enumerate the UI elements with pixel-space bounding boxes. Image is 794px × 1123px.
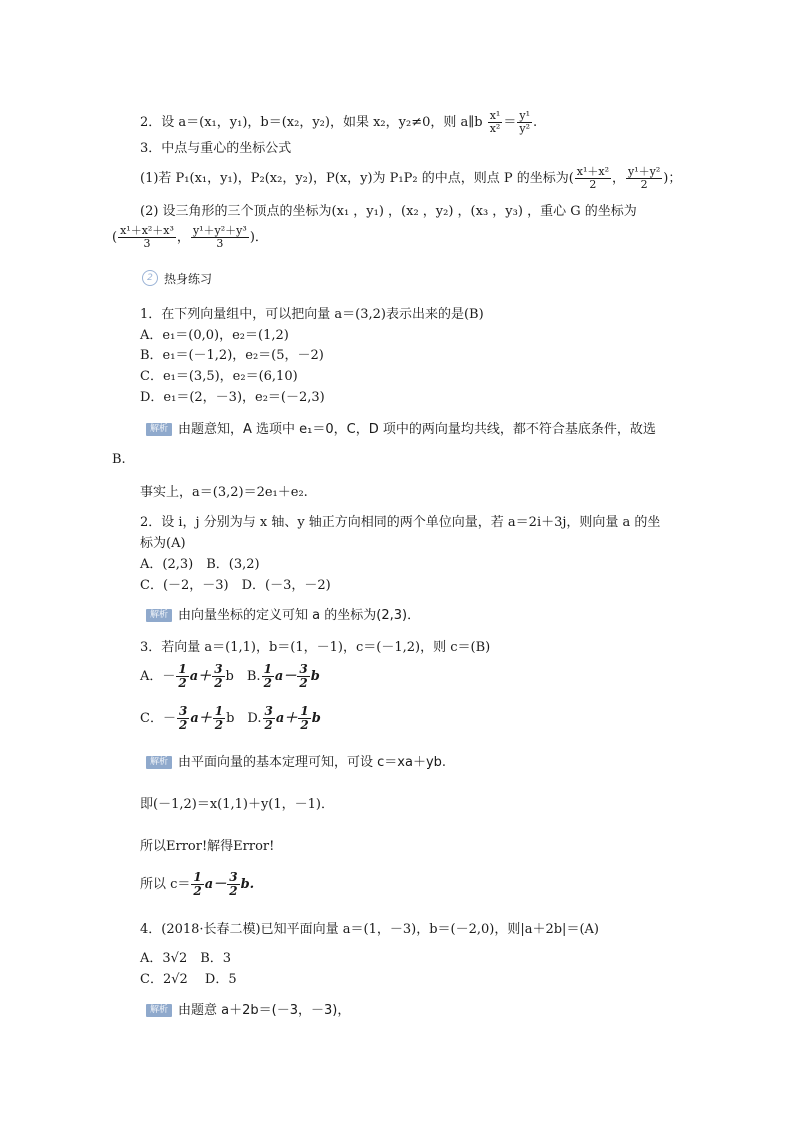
- fraction-mid-x: $\frac{\text{x¹＋x²}}{2}$: [576, 165, 610, 191]
- answer-3-line-2: 即(－1,2)＝x(1,1)＋y(1，－1)．: [140, 797, 334, 812]
- question-3: 3．若向量 a＝(1,1)，b＝(1，－1)，c＝(－1,2)，则 c＝(B): [140, 640, 491, 655]
- question-2-options-cd: C．(－2，－3) D．(－3，－2): [140, 578, 331, 593]
- question-4-options-cd: C．2√2 D．5: [140, 972, 237, 987]
- analysis-tag: 解析: [146, 423, 172, 436]
- fraction: $\frac{1}{2}$: [178, 662, 187, 690]
- question-2-options-ab: A．(2,3) B．(3,2): [140, 557, 260, 572]
- question-1-option-c: C．e₁＝(3,5)，e₂＝(6,10): [140, 369, 298, 384]
- parallel-condition-text: 2．设 a＝(x₁，y₁)，b＝(x₂，y₂)，如果 x₂，y₂≠0，则 a∥b: [140, 115, 483, 130]
- question-3-options-cd: C．－ $\frac{3}{2}$ a＋ $\frac{1}{2}$ b D. $\frac{3}{2}$ a＋ $\frac{1}{2}$ b: [140, 704, 321, 732]
- centroid-formula-line: (2) 设三角形的三个顶点的坐标为(x₁ ，y₁) ，(x₂ ，y₂) ，(x₃ ，y₃) ，重心 G 的坐标为: [140, 204, 637, 219]
- fraction: $\frac{3}{2}$: [178, 704, 188, 732]
- fraction-y: $\frac{\text{y¹}}{\text{y²}}$: [519, 109, 530, 135]
- fraction-cen-x: $\frac{\text{x¹＋x²＋x³}}{3}$: [120, 224, 174, 250]
- analysis-tag: 解析: [146, 609, 172, 622]
- formula-parallel-line: 2．设 a＝(x₁，y₁)，b＝(x₂，y₂)，如果 x₂，y₂≠0，则 a∥b $\frac{\text{x¹}}{\text{x²}}$ ＝ $\frac{\text{y¹}}{\text{y²}}$ .: [140, 109, 538, 135]
- question-1-option-d: D．e₁＝(2，－3)，e₂＝(－2,3): [140, 390, 325, 405]
- section-number-icon: 2: [142, 270, 158, 286]
- question-3-options-ab: A．－ $\frac{1}{2}$ a＋ $\frac{3}{2}$ b B. $\frac{1}{2}$ a－ $\frac{3}{2}$ b: [140, 662, 320, 690]
- question-4-options-ab: A．3√2 B．3: [140, 951, 232, 966]
- question-1-option-b: B．e₁＝(－1,2)，e₂＝(5，－2): [140, 348, 324, 363]
- fraction: $\frac{3}{2}$: [299, 662, 308, 690]
- fraction: $\frac{3}{2}$: [214, 662, 223, 690]
- midpoint-formula-line: (1)若 P₁(x₁，y₁)，P₂(x₂，y₂)，P(x，y)为 P₁P₂ 的中点，则点 P 的坐标为( $\frac{\text{x¹＋x²}}{2}$ ， $\frac{\text{y¹＋y²}}{2}$ )；: [140, 165, 682, 191]
- centroid-formula-fractions: ( $\frac{\text{x¹＋x²＋x³}}{3}$ ， $\frac{\text{y¹＋y²＋y³}}{3}$ )．: [112, 224, 268, 250]
- question-2-continued: 标为(A): [140, 536, 186, 551]
- answer-1-fact: 事实上，a＝(3,2)＝2e₁＋e₂.: [140, 485, 308, 500]
- fraction: $\frac{1}{2}$: [214, 704, 224, 732]
- fraction: $\frac{1}{2}$: [300, 704, 309, 732]
- answer-1: 解析 由题意知，A 选项中 e₁＝0，C，D 项中的两向量均共线，都不符合基底条件，故选: [146, 422, 656, 438]
- fraction: $\frac{1}{2}$: [193, 870, 202, 898]
- answer-3-line-4: 所以 c＝ $\frac{1}{2}$ a－ $\frac{3}{2}$ b.: [140, 870, 255, 898]
- heading-midpoint-centroid: 3．中点与重心的坐标公式: [140, 141, 292, 156]
- analysis-tag: 解析: [146, 1004, 172, 1017]
- section-title: 热身练习: [164, 272, 213, 286]
- fraction: $\frac{1}{2}$: [263, 662, 272, 690]
- question-1-option-a: A．e₁＝(0,0)，e₂＝(1,2): [140, 328, 289, 343]
- fraction-x: $\frac{\text{x¹}}{\text{x²}}$: [489, 109, 501, 135]
- question-1: 1．在下列向量组中，可以把向量 a＝(3,2)表示出来的是(B): [140, 307, 484, 322]
- analysis-tag: 解析: [146, 756, 172, 769]
- answer-3-line-3: 所以Error!解得Error!: [140, 839, 275, 854]
- answer-3: 解析 由平面向量的基本定理可知，可设 c＝xa＋yb.: [146, 755, 446, 771]
- question-2: 2．设 i，j 分别为与 x 轴、y 轴正方向相同的两个单位向量，若 a＝2i＋3j，则向量 a 的坐: [140, 515, 661, 530]
- fraction: $\frac{3}{2}$: [264, 704, 273, 732]
- fraction: $\frac{3}{2}$: [229, 870, 238, 898]
- answer-2: 解析 由向量坐标的定义可知 a 的坐标为(2,3)．: [146, 608, 420, 624]
- answer-1-continued: B.: [112, 452, 126, 467]
- answer-4: 解析 由题意 a＋2b＝(－3，－3)，: [146, 1003, 350, 1019]
- fraction-cen-y: $\frac{\text{y¹＋y²＋y³}}{3}$: [192, 224, 247, 250]
- question-4: 4．(2018·长春二模)已知平面向量 a＝(1，－3)，b＝(－2,0)，则|a＋2b|＝(A): [140, 922, 599, 937]
- fraction-mid-y: $\frac{\text{y¹＋y²}}{2}$: [628, 165, 661, 191]
